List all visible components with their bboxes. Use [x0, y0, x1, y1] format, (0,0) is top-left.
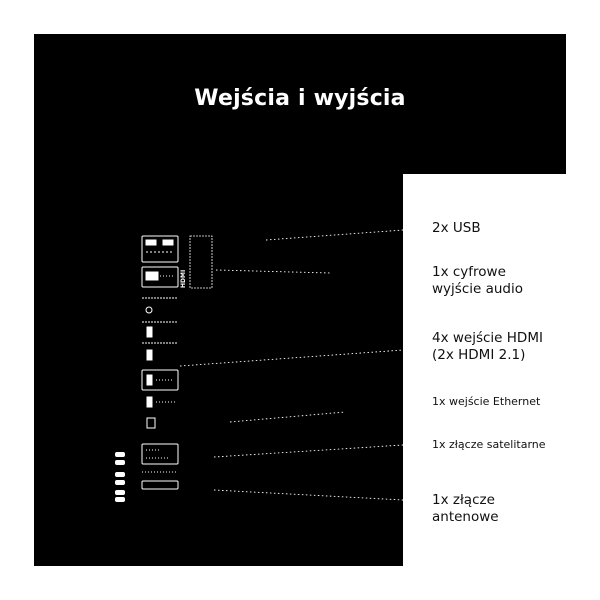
- leader-line-digital-audio: [216, 270, 330, 273]
- hdmi-port-icon: [147, 375, 152, 385]
- leader-line-antenna: [214, 490, 403, 500]
- leader-line-hdmi: [180, 350, 403, 366]
- side-connector: [115, 497, 125, 502]
- optical-port-icon: [146, 272, 158, 280]
- usb-port-icon: [163, 240, 173, 245]
- side-connector: [115, 480, 125, 485]
- hdmi-port-icon: [147, 327, 152, 337]
- side-connector: [115, 452, 125, 457]
- leader-line-satellite: [214, 445, 403, 457]
- usb-port-icon: [146, 240, 156, 245]
- side-connectors: [115, 452, 125, 502]
- side-connector: [115, 472, 125, 477]
- hdmi-port-icon: [147, 350, 152, 360]
- leader-lines: [180, 230, 403, 500]
- rating-label: [180, 236, 212, 288]
- page-title: Wejścia i wyjścia: [194, 86, 406, 111]
- leader-line-usb: [266, 230, 403, 240]
- rating-plate: [190, 236, 212, 288]
- satellite-port-block: [142, 444, 178, 464]
- connector-board: [142, 236, 178, 489]
- ethernet-port-icon: [147, 418, 155, 428]
- port-label-usb: 2x USB: [432, 220, 481, 236]
- antenna-port-block: [142, 481, 178, 489]
- hdmi-logo: HDMI: [180, 269, 187, 288]
- port-label-antenna: 1x złącze antenowe: [432, 492, 499, 525]
- side-connector: [115, 460, 125, 465]
- port-label-hdmi: 4x wejście HDMI (2x HDMI 2.1): [432, 330, 543, 363]
- side-connector: [115, 490, 125, 495]
- port-label-ethernet: 1x wejście Ethernet: [432, 395, 541, 408]
- headphone-jack-icon: [146, 307, 152, 313]
- port-label-digital-audio: 1x cyfrowe wyjście audio: [432, 264, 523, 297]
- leader-line-ethernet: [230, 412, 345, 422]
- port-label-satellite: 1x złącze satelitarne: [432, 438, 546, 451]
- hdmi-port-icon: [147, 397, 152, 407]
